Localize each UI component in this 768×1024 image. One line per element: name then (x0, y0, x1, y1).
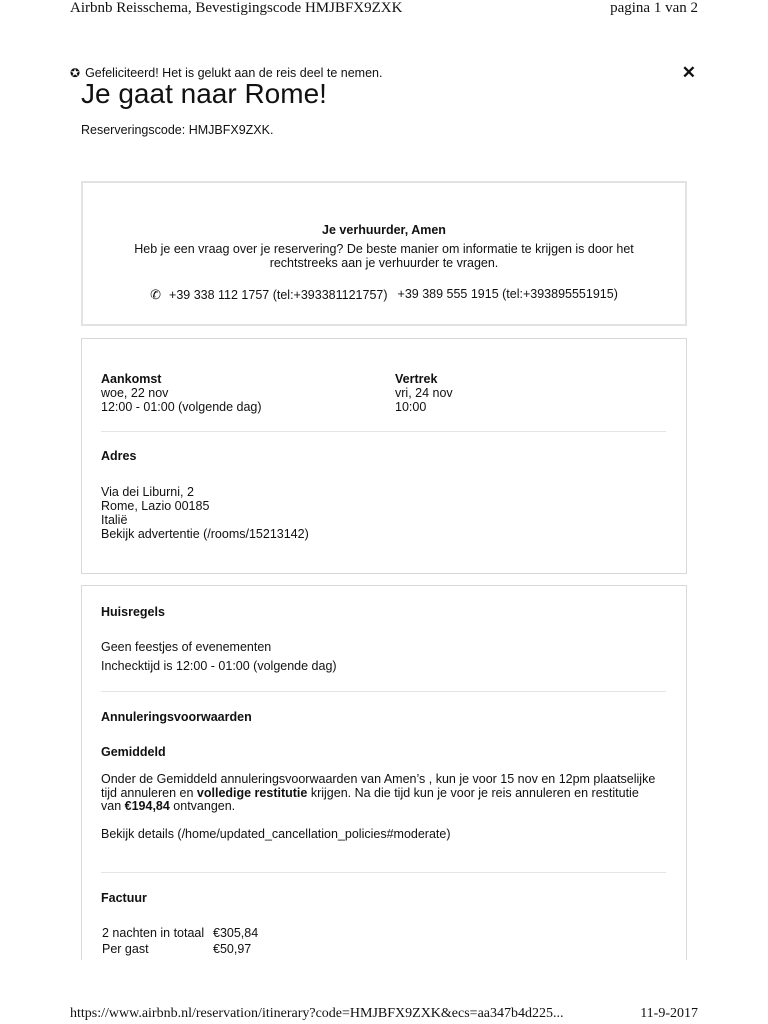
print-footer (70, 1006, 698, 1024)
house-rule-2: Inchecktijd is 12:00 - 01:00 (volgende dag) (101, 659, 337, 673)
cancellation-details-link[interactable]: Bekijk details (/home/updated_cancellation_policies#moderate) (101, 827, 451, 841)
reservation-code: Reserveringscode: HMJBFX9ZXK. (81, 123, 274, 137)
invoice-row-label: 2 nachten in totaal (102, 926, 205, 940)
address-label: Adres (101, 449, 137, 463)
invoice-row (102, 926, 258, 940)
cancellation-text: Onder de Gemiddeld annuleringsvoorwaarden van Amen’s , kun je voor 15 nov en 12pm plaatselijke tijd annuleren en volledige restitutie krijgen. Na die tijd kun je voor je reis annuleren en restitutie van €194,84 ontvangen. (101, 772, 656, 813)
print-page-number: pagina 1 van 2 (610, 0, 698, 16)
host-text: Heb je een vraag over je reservering? De beste manier om informatie te krijgen is door het rechtstreeks aan je verhuurder te vragen. (134, 242, 634, 270)
phone-link-2[interactable]: +39 389 555 1915 (tel:+393895551915) (397, 287, 618, 301)
house-rule-1: Geen feestjes of evenementen (101, 640, 272, 654)
house-rules-label: Huisregels (101, 605, 165, 619)
banner-text: Gefeliciteerd! Het is gelukt aan de reis deel te nemen. (85, 66, 383, 80)
star-icon: ✪ (70, 66, 81, 80)
address-line-1: Via dei Liburni, 2 (101, 485, 194, 499)
address-line-3: Italië (101, 513, 128, 527)
close-icon[interactable]: ✕ (681, 63, 696, 82)
divider (101, 691, 666, 692)
print-date: 11-9-2017 (640, 1006, 698, 1021)
arrival-block (101, 372, 262, 414)
phone-link-1[interactable]: ✆ +39 338 112 1757 (tel:+393381121757) (150, 287, 388, 302)
listing-link[interactable]: Bekijk advertentie (/rooms/15213142) (101, 527, 309, 541)
invoice-label: Factuur (101, 891, 147, 905)
arrival-date: woe, 22 nov (101, 386, 169, 400)
cancellation-policy: Gemiddeld (101, 745, 166, 759)
departure-time: 10:00 (395, 400, 427, 414)
invoice-row (102, 942, 258, 956)
print-header-title: Airbnb Reisschema, Bevestigingscode HMJBFX9ZXK (70, 0, 403, 16)
divider (101, 872, 666, 873)
divider (101, 431, 666, 432)
arrival-label: Aankomst (101, 372, 162, 386)
address-line-2: Rome, Lazio 00185 (101, 499, 210, 513)
phone-icon: ✆ (150, 287, 162, 302)
rules-card (81, 585, 687, 960)
address-block (101, 485, 309, 541)
invoice-table (102, 926, 258, 956)
departure-date: vri, 24 nov (395, 386, 453, 400)
arrival-time: 12:00 - 01:00 (volgende dag) (101, 400, 262, 414)
departure-block (395, 372, 453, 414)
host-card (81, 181, 687, 326)
print-url: https://www.airbnb.nl/reservation/itinerary?code=HMJBFX9ZXK&ecs=aa347b4d225... (70, 1006, 564, 1021)
host-title: Je verhuurder, Amen (322, 223, 446, 237)
page-title: Je gaat naar Rome! (81, 78, 327, 109)
trip-details-card (81, 338, 687, 574)
cancellation-label: Annuleringsvoorwaarden (101, 710, 252, 724)
host-phones (83, 287, 685, 303)
invoice-row-value: €50,97 (213, 942, 252, 956)
departure-label: Vertrek (395, 372, 438, 386)
invoice-row-label: Per gast (102, 942, 149, 956)
invoice-row-value: €305,84 (213, 926, 259, 940)
print-header (70, 0, 698, 20)
